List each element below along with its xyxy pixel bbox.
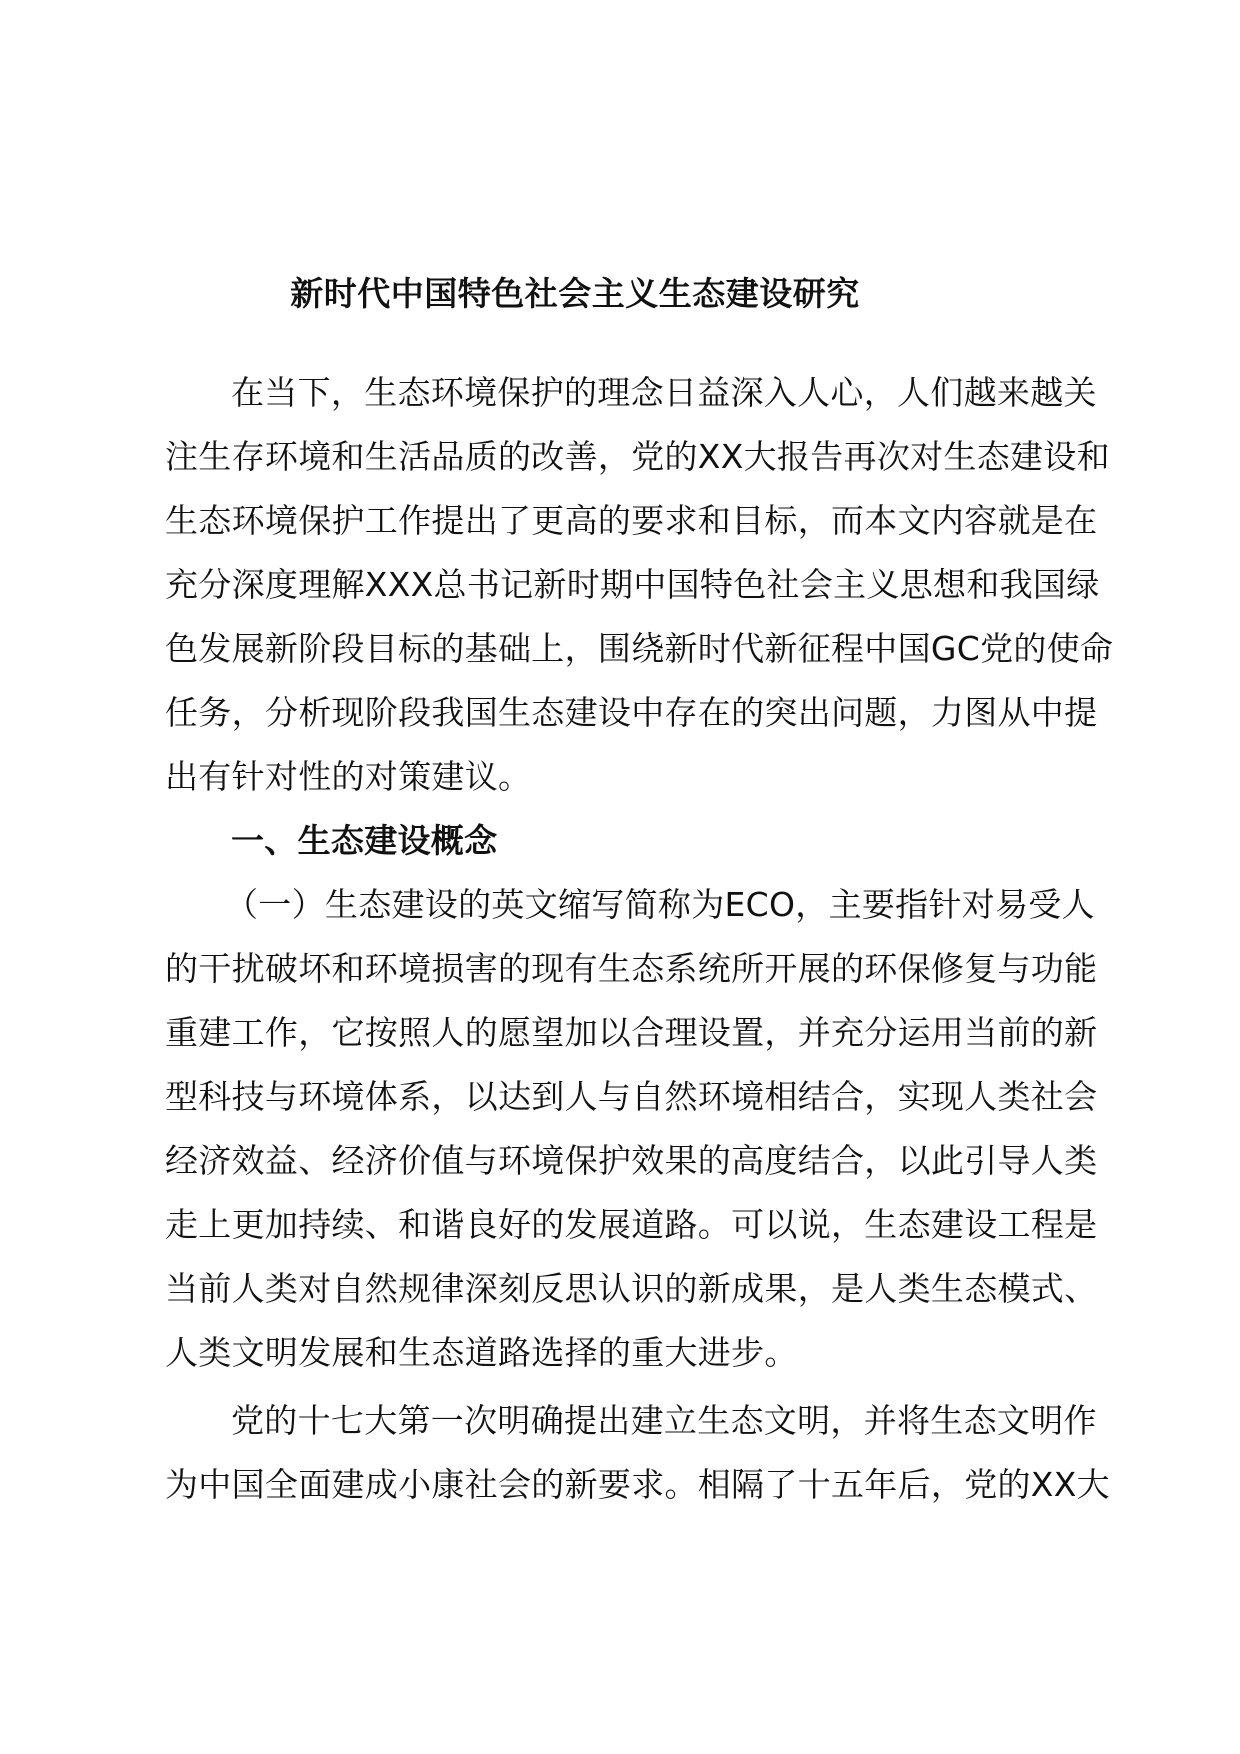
paragraph-line: （一）生态建设的英文缩写简称为ECO，主要指针对易受人 bbox=[225, 885, 1095, 924]
paragraph-line: 任务，分析现阶段我国生态建设中存在的突出问题，力图从中提 bbox=[165, 693, 1098, 732]
paragraph-line: 在当下，生态环境保护的理念日益深入人心，人们越来越关 bbox=[231, 373, 1097, 412]
paragraph-line: 出有针对性的对策建议。 bbox=[165, 757, 532, 796]
document-title: 新时代中国特色社会主义生态建设研究 bbox=[290, 274, 860, 313]
paragraph-line: 的干扰破坏和环境损害的现有生态系统所开展的环保修复与功能 bbox=[165, 949, 1098, 988]
paragraph-line: 经济效益、经济价值与环境保护效果的高度结合，以此引导人类 bbox=[165, 1141, 1098, 1180]
paragraph-line: 为中国全面建成小康社会的新要求。相隔了十五年后，党的XX大 bbox=[165, 1465, 1110, 1504]
paragraph-line: 色发展新阶段目标的基础上，围绕新时代新征程中国GC党的使命 bbox=[165, 629, 1114, 668]
paragraph-line: 走上更加持续、和谐良好的发展道路。可以说，生态建设工程是 bbox=[165, 1205, 1098, 1244]
paragraph-line: 注生存环境和生活品质的改善，党的XX大报告再次对生态建设和 bbox=[165, 437, 1110, 476]
section-heading: 一、生态建设概念 bbox=[231, 821, 498, 860]
paragraph-line: 党的十七大第一次明确提出建立生态文明，并将生态文明作 bbox=[231, 1401, 1097, 1440]
paragraph-line: 充分深度理解XXX总书记新时期中国特色社会主义思想和我国绿 bbox=[165, 565, 1100, 604]
paragraph-line: 人类文明发展和生态道路选择的重大进步。 bbox=[165, 1333, 798, 1372]
paragraph-line: 生态环境保护工作提出了更高的要求和目标，而本文内容就是在 bbox=[165, 501, 1098, 540]
paragraph-line: 型科技与环境体系，以达到人与自然环境相结合，实现人类社会 bbox=[165, 1077, 1098, 1116]
paragraph-line: 当前人类对自然规律深刻反思认识的新成果，是人类生态模式、 bbox=[165, 1269, 1098, 1308]
paragraph-line: 重建工作，它按照人的愿望加以合理设置，并充分运用当前的新 bbox=[165, 1013, 1098, 1052]
